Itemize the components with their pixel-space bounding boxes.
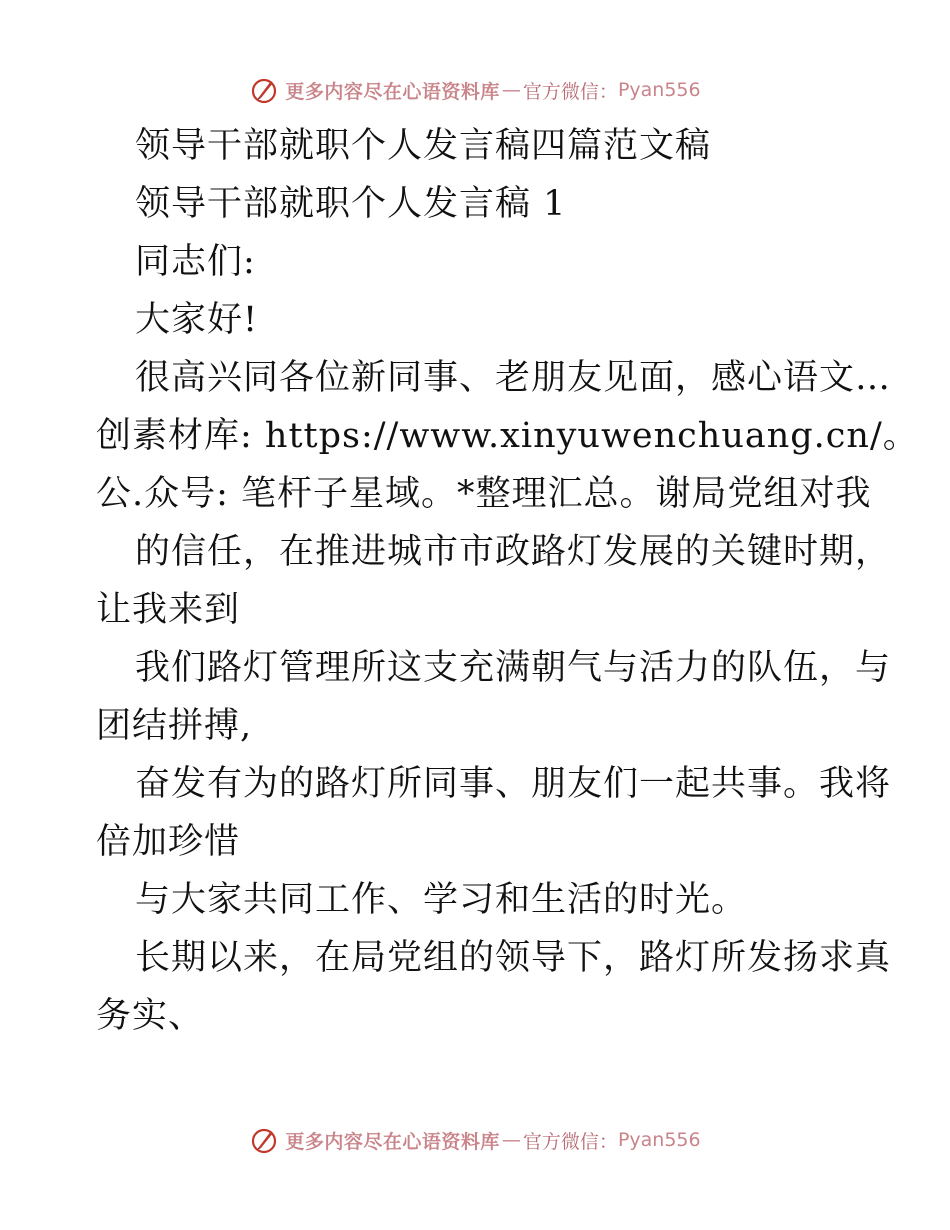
text-line: 倍加珍惜 (96, 822, 241, 862)
text-line: 公.众号: 笔杆子星域。*整理汇总。谢局党组对我 (96, 474, 872, 514)
header-banner (0, 70, 950, 110)
text-line: 与大家共同工作、学习和生活的时光。 (135, 880, 748, 920)
footer-banner (0, 1120, 950, 1160)
text-line: 务实、 (96, 996, 205, 1036)
text-line: 我们路灯管理所这支充满朝气与活力的队伍，与 (135, 648, 892, 688)
banner-text: 更多内容尽在心语资料库 (285, 80, 500, 103)
banner-text: 更多内容尽在心语资料库 (285, 1130, 500, 1153)
banner-wechat-label: 官方微信： (522, 80, 618, 103)
text-line: 让我来到 (96, 590, 241, 630)
text-line: 创素材库: https://www.xinyuwenchuang.cn/。 (96, 416, 919, 456)
banner-wechat-id: Pyan556 (617, 1129, 701, 1151)
text-line: 很高兴同各位新同事、老朋友见面，感心语文… (135, 358, 892, 398)
text-line: 的信任，在推进城市市政路灯发展的关键时期， (135, 532, 892, 572)
text-line: 奋发有为的路灯所同事、朋友们一起共事。我将 (135, 764, 892, 804)
banner-separator: — (501, 1129, 521, 1151)
text-line: 长期以来，在局党组的领导下，路灯所发扬求真 (135, 938, 892, 978)
quill-pen-logo-icon (249, 1125, 279, 1155)
document-body (96, 117, 919, 1045)
banner-wechat-label: 官方微信： (522, 1130, 618, 1153)
text-line: 同志们: (135, 242, 256, 282)
text-line: 团结拼搏, (96, 706, 253, 746)
banner-wechat-id: Pyan556 (617, 79, 701, 101)
banner-separator: — (501, 79, 521, 101)
document-title: 领导干部就职个人发言稿四篇范文稿 (135, 126, 712, 166)
text-line: 大家好! (135, 300, 259, 340)
section-heading: 领导干部就职个人发言稿 1 (135, 184, 567, 224)
quill-pen-logo-icon (249, 75, 279, 105)
